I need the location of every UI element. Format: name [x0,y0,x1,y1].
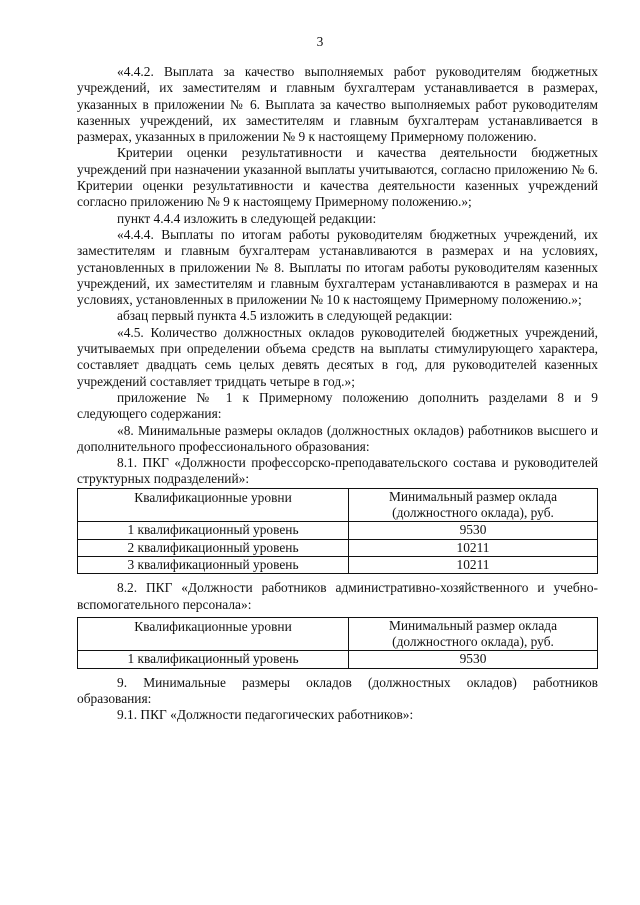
document-body [77,64,598,724]
table-row [78,556,598,573]
table-header-row [78,488,598,522]
paragraph-4-4-4: «4.4.4. Выплаты по итогам работы руководителям бюджетных учреждений, их заместителям и главным бухгалтерам устанавливаются в размерах и на условиях, установленных в приложении № 8. Выплаты по итогам работы руководителям казенных учреждений, их заместителям и главным бухгалтерам устанавливаются в размерах и на условиях, установленных в приложении № 10 к настоящему Примерному положению.»; [77,226,598,308]
table-cell-level: 1 квалификационный уровень [78,651,349,668]
paragraph-4-4-2: «4.4.2. Выплата за качество выполняемых работ руководителям бюджетных учреждений, их заместителям и главным бухгалтерам устанавливается в размерах, указанных в приложении № 6. Выплата за качество выполняемых работ руководителям казенных учреждений, их заместителям и главным бухгалтерам устанавливается в размерах, указанных в приложении № 9 к настоящему Примерному положению. [77,64,598,145]
table-header-row [78,617,598,651]
table-header-salary: Минимальный размер оклада (должностного оклада), руб. [349,617,598,651]
paragraph-section-9-1: 9.1. ПКГ «Должности педагогических работников»: [117,707,414,723]
table-cell-level: 3 квалификационный уровень [78,556,349,573]
table-header-levels: Квалификационные уровни [78,488,349,522]
paragraph-section-8-2: 8.2. ПКГ «Должности работников административно-хозяйственного и учебно-вспомогательного персонала»: [77,580,598,612]
table-header-levels: Квалификационные уровни [78,617,349,651]
table-cell-salary: 9530 [349,651,598,668]
table-cell-level: 1 квалификационный уровень [78,522,349,539]
table-row [78,522,598,539]
table-cell-salary: 10211 [349,539,598,556]
table-row [78,539,598,556]
paragraph-section-8-1: 8.1. ПКГ «Должности профессорско-преподавательского состава и руководителей структурных подразделений»: [77,455,598,487]
table-row [78,651,598,668]
paragraph-4-5: «4.5. Количество должностных окладов руководителей бюджетных учреждений, учитываемых при определении объема средств на выплаты стимулирующего характера, составляет двадцать семь целых девять десятых в год, для руководителей казенных учреждений составляет тридцать четыре в год.»; [77,324,598,389]
paragraph-instruction-4-4-4: пункт 4.4.4 изложить в следующей редакции: [117,210,377,226]
table-cell-salary: 10211 [349,556,598,573]
table-header-salary: Минимальный размер оклада (должностного оклада), руб. [349,488,598,522]
salary-table-8-1 [77,488,598,574]
table-cell-level: 2 квалификационный уровень [78,539,349,556]
table-cell-salary: 9530 [349,522,598,539]
paragraph-criteria: Критерии оценки результативности и качества деятельности бюджетных учреждений при назначении указанной выплаты учитываются, согласно приложению № 6. Критерии оценки результативности и качества деятельности казенных учреждений согласно приложению № 9 к настоящему Примерному положению.»; [77,145,598,210]
paragraph-appendix-1: приложение № 1 к Примерному положению дополнить разделами 8 и 9 следующего содержания: [77,389,598,422]
page-number: 3 [316,34,324,49]
salary-table-8-2 [77,617,598,669]
paragraph-section-8: «8. Минимальные размеры окладов (должностных окладов) работников высшего и дополнительного профессионального образования: [77,422,598,454]
paragraph-instruction-4-5: абзац первый пункта 4.5 изложить в следующей редакции: [117,308,453,324]
paragraph-section-9: 9. Минимальные размеры окладов (должностных окладов) работников образования: [77,674,598,706]
